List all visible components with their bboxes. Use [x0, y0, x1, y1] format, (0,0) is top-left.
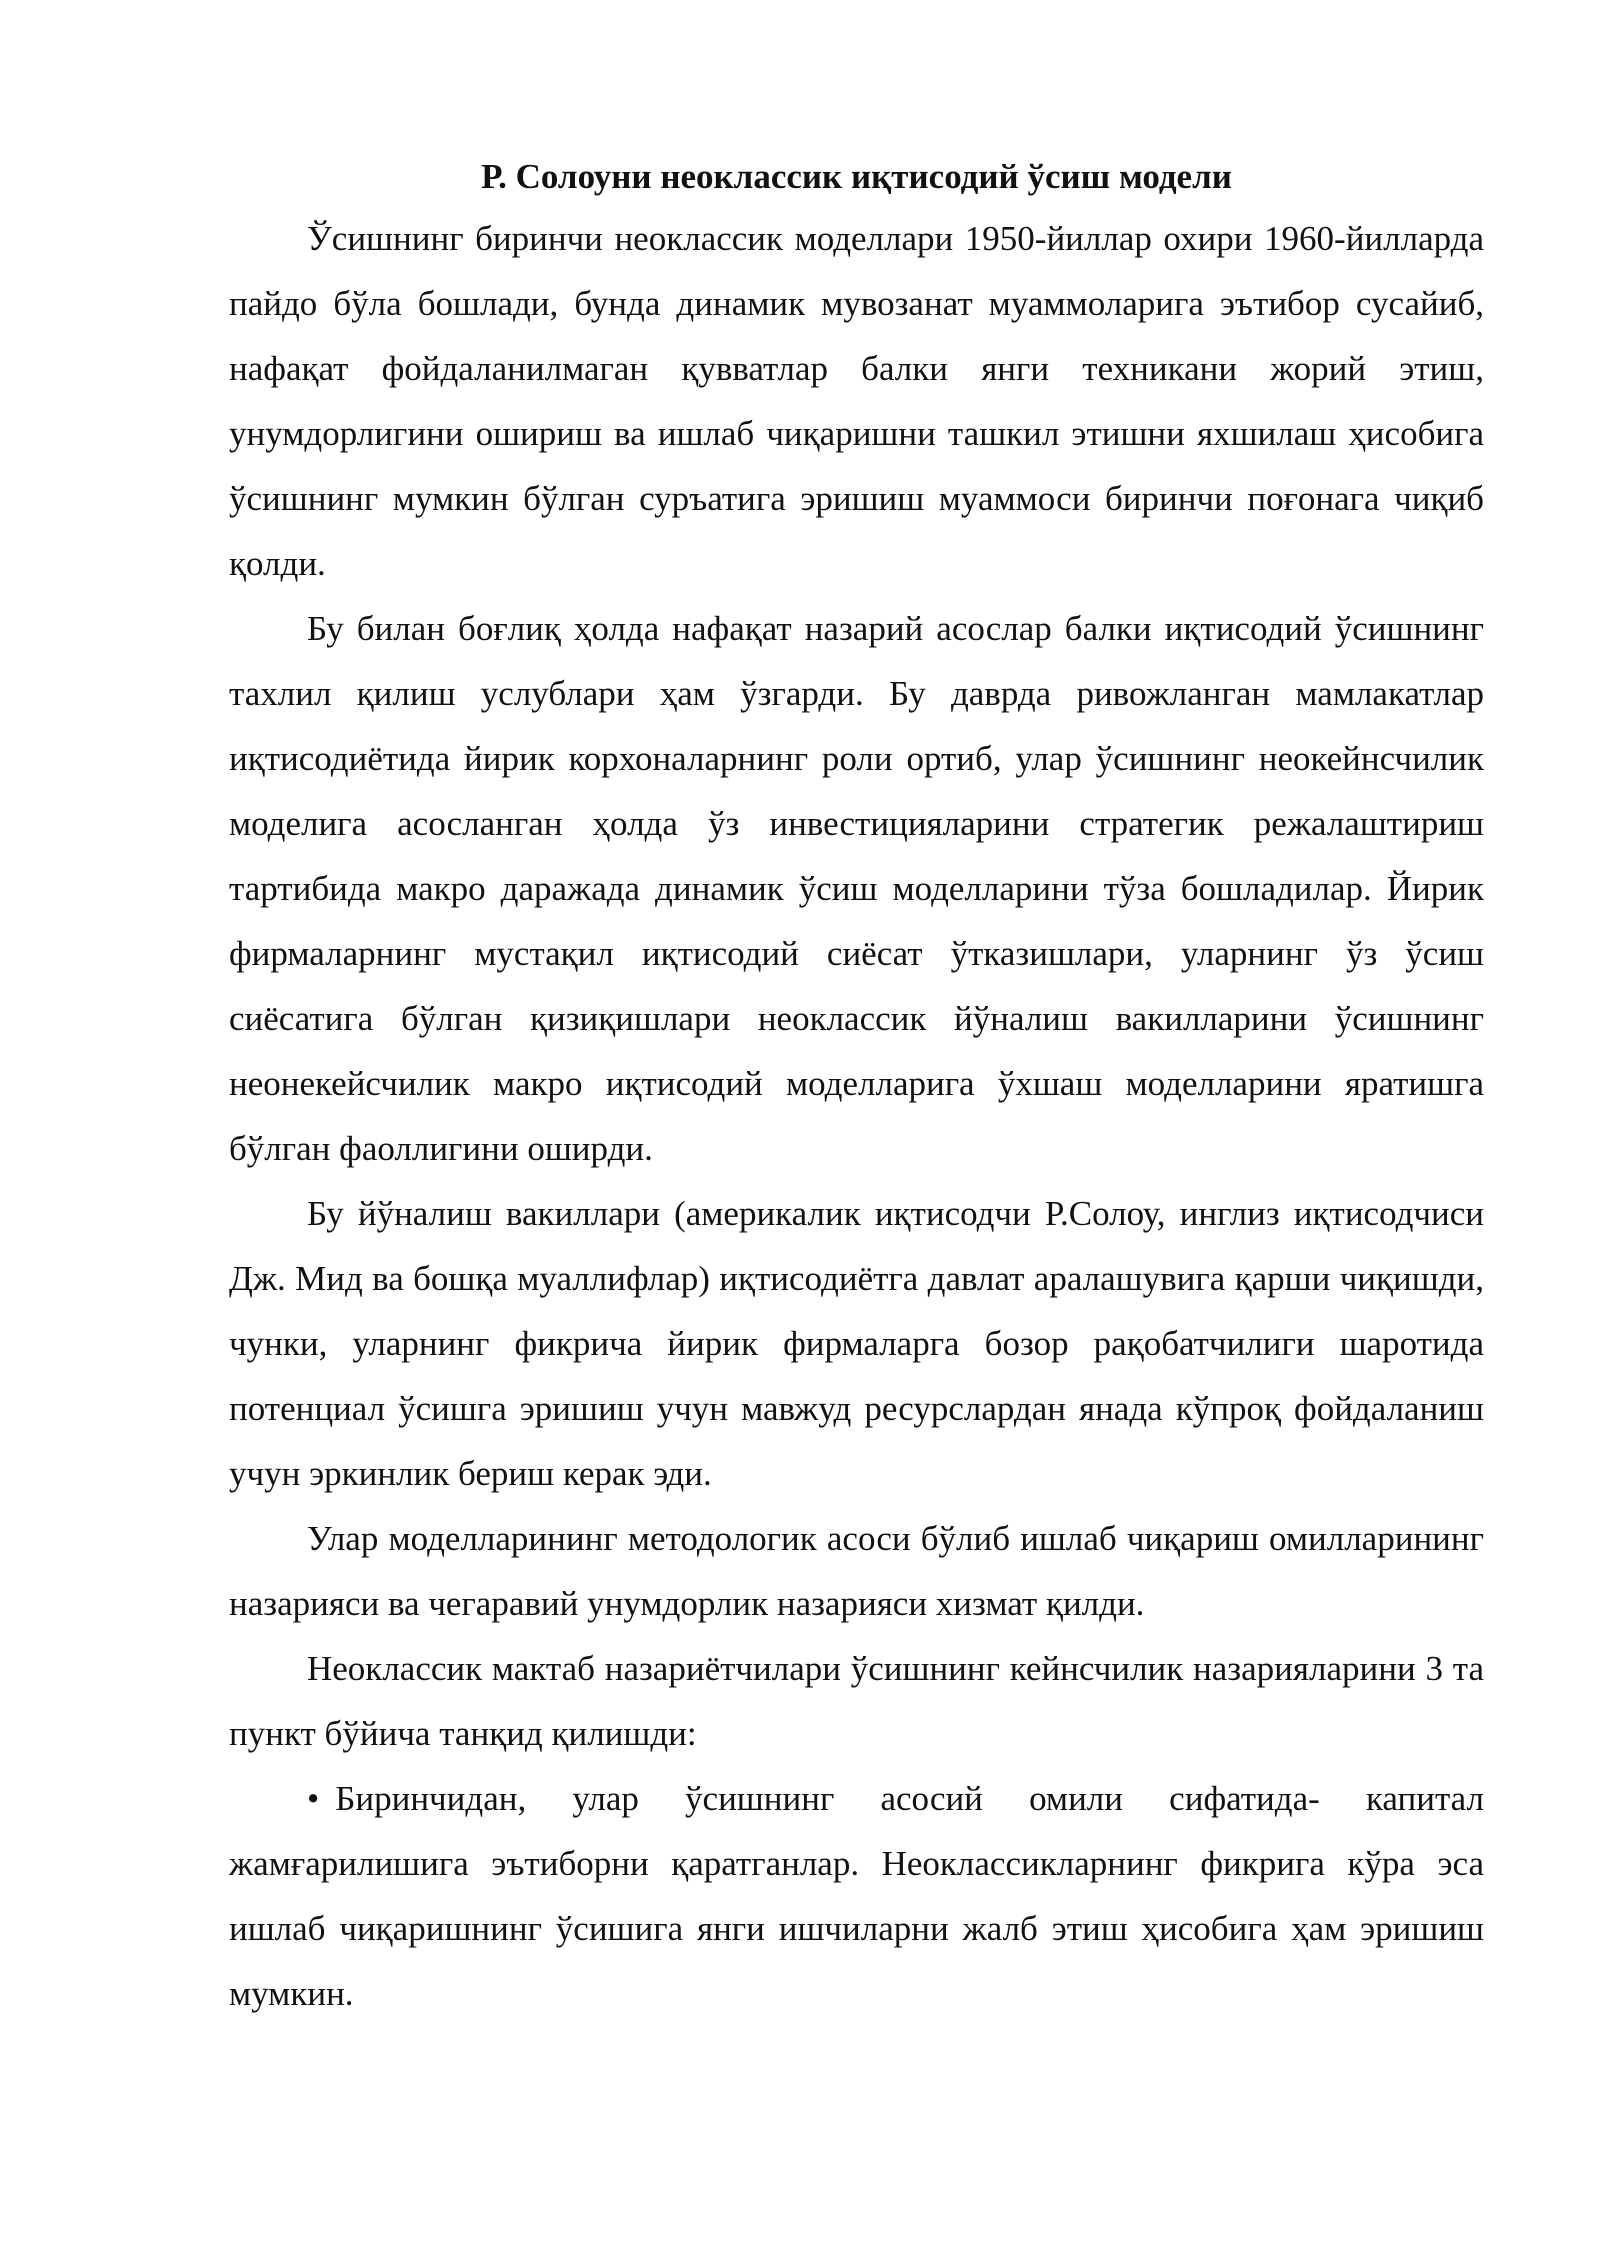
paragraph-2: Бу билан боғлиқ ҳолда нафақат назарий асослар балки иқтисодий ўсишнинг тахлил қилиш услублари ҳам ўзгарди. Бу даврда ривожланган мамлакатлар иқтисодиётида йирик корхоналарнинг роли ортиб, улар ўсишнинг неокейнсчилик моделига асосланган ҳолда ўз инвестицияларини стратегик режалаштириш тартибида макро даражада динамик ўсиш моделларини тўза бошладилар. Йирик фирмаларнинг мустақил иқтисодий сиёсат ўтказишлари, уларнинг ўз ўсиш сиёсатига бўлган қизиқишлари неоклассик йўналиш вакилларини ўсишнинг неонекейсчилик макро иқтисодий моделларига ўхшаш моделларини яратишга бўлган фаоллигини оширди.: [229, 609, 1484, 1168]
paragraph-3: Бу йўналиш вакиллари (америкалик иқтисодчи Р.Солоу, инглиз иқтисодчиси Дж. Мид ва бошқа муаллифлар) иқтисодиётга давлат аралашувига қарши чиқишди, чунки, уларнинг фикрича йирик фирмаларга бозор рақобатчилиги шаротида потенциал ўсишга эришиш учун мавжуд ресурслардан янада кўпроқ фойдаланиш учун эркинлик бериш керак эди.: [229, 1194, 1484, 1493]
paragraph-5: Неоклассик мактаб назариётчилари ўсишнинг кейнсчилик назарияларини 3 та пункт бўйича танқид қилишди:: [229, 1649, 1484, 1753]
bullet-text: Биринчидан, улар ўсишнинг асосий омили сифатида- капитал жамғарилишига эътиборни қаратганлар. Неоклассикларнинг фикрига кўра эса ишлаб чиқаришнинг ўсишига янги ишчиларни жалб этиш ҳисобига ҳам эришиш мумкин.: [229, 1779, 1484, 2013]
document-title: Р. Солоуни неоклассик иқтисодий ўсиш модели: [481, 157, 1232, 196]
paragraph-4: Улар моделларининг методологик асоси бўлиб ишлаб чиқариш омилларининг назарияси ва чегаравий унумдорлик назарияси хизмат қилди.: [229, 1519, 1484, 1623]
paragraph-1: Ўсишнинг биринчи неоклассик моделлари 1950-йиллар охири 1960-йилларда пайдо бўла бошлади, бунда динамик мувозанат муаммоларига эътибор сусайиб, нафақат фойдаланилмаган қувватлар балки янги техникани жорий этиш, унумдорлигини ошириш ва ишлаб чиқаришни ташкил этишни яхшилаш ҳисобига ўсишнинг мумкин бўлган суръатига эришиш муаммоси биринчи поғонага чиқиб қолди.: [229, 219, 1484, 583]
bullet-marker: •: [307, 1779, 320, 1818]
document-body: [229, 148, 1484, 2026]
bullet-item: [229, 1766, 1484, 2026]
